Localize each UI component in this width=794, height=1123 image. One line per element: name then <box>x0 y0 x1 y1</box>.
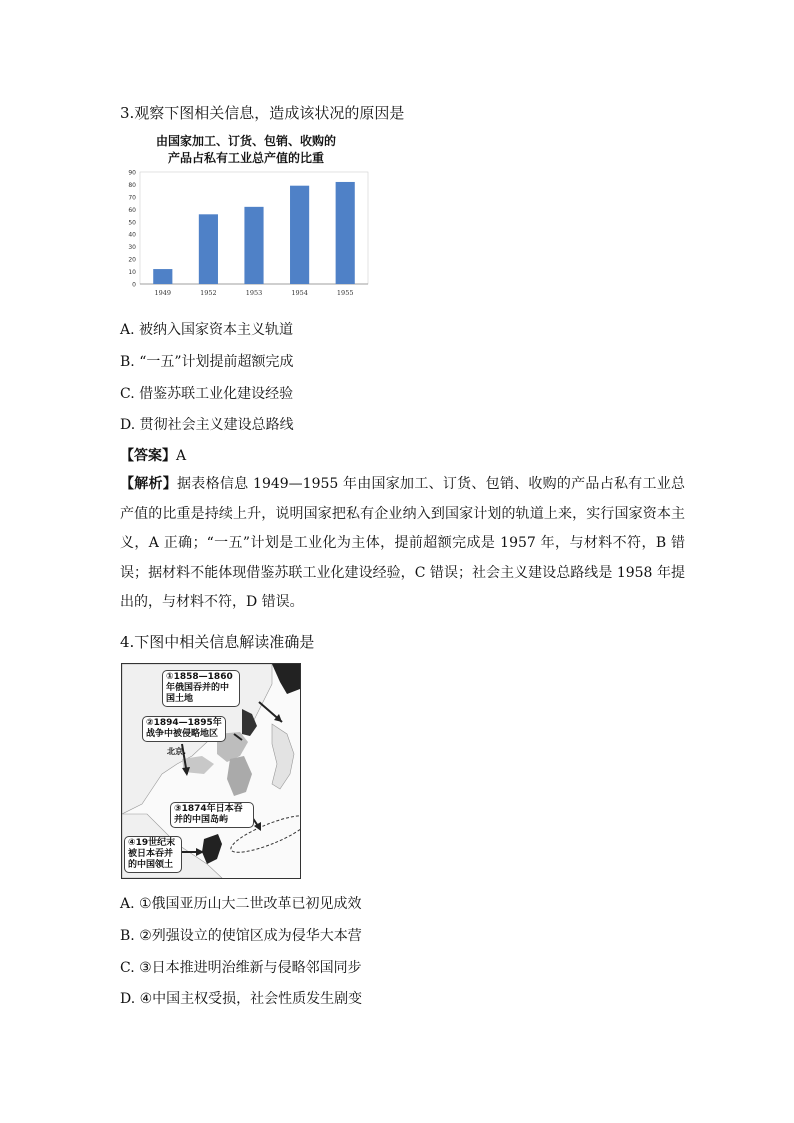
q3-option-c: C. 借鉴苏联工业化建设经验 <box>120 386 294 402</box>
analysis-text: 据表格信息 1949—1955 年由国家加工、订货、包销、收购的产品占私有工业总产值的比重是持续上升，说明国家把私有企业纳入到国家计划的轨道上来，实行国家资本主义，A 正确；“一五”计划是工业化为主体，提前超额完成是 1957 年，与材料不符，B 错误；据材料不能体现借鉴苏联工业化建设经验，C 错误；社会主义建设总路线是 1958 年提出的，与材料不符，D 错误。 <box>120 476 685 610</box>
x-tick-label: 1953 <box>245 289 263 297</box>
q4-option-b: B. ②列强设立的使馆区成为侵华大本营 <box>120 928 362 944</box>
y-tick-label: 20 <box>128 256 136 264</box>
x-tick-label: 1952 <box>200 289 217 297</box>
chart-title-line2: 产品占私有工业总产值的比重 <box>167 151 324 165</box>
question-3-stem: 3.观察下图相关信息，造成该状况的原因是 <box>120 104 405 122</box>
answer-value: A <box>176 448 187 464</box>
x-tick-label: 1954 <box>291 289 308 297</box>
q4-option-d: D. ④中国主权受损，社会性质发生剧变 <box>120 991 363 1007</box>
chart-title-line1: 由国家加工、订货、包销、收购的 <box>155 134 336 148</box>
q3-option-b: B. “一五”计划提前超额完成 <box>120 354 294 370</box>
y-tick-label: 70 <box>128 194 136 202</box>
analysis-paragraph <box>120 470 685 618</box>
map-label-3: ③1874年日本吞并的中国岛屿 <box>170 802 254 828</box>
q4-option-c: C. ③日本推进明治维新与侵略邻国同步 <box>120 960 362 976</box>
question-4-stem: 4.下图中相关信息解读准确是 <box>120 633 315 651</box>
map-label-2: ②1894—1895年战争中被侵略地区 <box>142 716 226 742</box>
x-tick-label: 1955 <box>336 289 354 297</box>
y-tick-label: 80 <box>128 181 136 189</box>
y-tick-label: 10 <box>128 269 136 277</box>
y-tick-label: 30 <box>128 244 136 252</box>
y-tick-label: 50 <box>128 219 136 227</box>
q3-option-a: A. 被纳入国家资本主义轨道 <box>120 322 294 338</box>
bar-1952 <box>199 214 218 284</box>
history-map <box>121 663 301 879</box>
map-label-beijing: 北京. <box>167 747 187 756</box>
map-label-4: ④19世纪末被日本吞并的中国领土 <box>124 836 182 873</box>
map-label-1: ①1858—1860年俄国吞并的中国土地 <box>162 670 240 707</box>
bar-chart <box>120 134 372 298</box>
bar-1949 <box>153 269 172 284</box>
answer-label: 【答案】 <box>120 448 176 464</box>
x-tick-label: 1949 <box>154 289 172 297</box>
y-tick-label: 60 <box>128 206 136 214</box>
y-tick-label: 90 <box>128 169 136 177</box>
y-tick-label: 0 <box>132 281 136 289</box>
bar-1955 <box>336 182 355 284</box>
answer-line <box>120 447 186 465</box>
y-tick-label: 40 <box>128 231 136 239</box>
q3-option-d: D. 贯彻社会主义建设总路线 <box>120 417 294 433</box>
bar-1953 <box>244 207 263 284</box>
analysis-label: 【解析】 <box>120 476 178 492</box>
bar-1954 <box>290 186 309 284</box>
chart-plot <box>120 134 372 298</box>
q4-option-a: A. ①俄国亚历山大二世改革已初见成效 <box>120 896 362 912</box>
